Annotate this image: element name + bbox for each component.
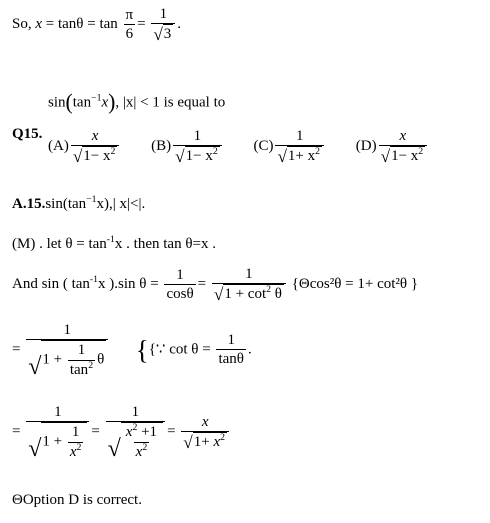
intro-line: So, x = tanθ = tan $\frac{\pi}{6}$ = 1 √ 3 .	[12, 6, 182, 45]
step2-line: = 1 √ 1 + $\frac{1}{x^2}$ = 1 √ $\frac{x^2 +1}{x^2}$ = x √ $1+ x^2$	[12, 404, 231, 461]
intro-mid: = tanθ = tan	[42, 16, 118, 33]
method-line: (M) . let $\theta = \tan^{-1}x$ . then tan θ=x .	[12, 234, 216, 252]
conclusion: ΘOption D is correct.	[12, 492, 142, 508]
intro-prefix: So,	[12, 16, 36, 33]
option-a: (A) x √ $1- x^2$	[48, 128, 121, 166]
option-c: (C) 1 √ $1+ x^2$	[253, 128, 326, 166]
intro-var: x	[35, 16, 43, 33]
and-line: And sin ( $\tan^{-1}x$ ).sin θ = $\frac{1}{\cos\theta}$ = 1 √ $1 + \cot^2 \theta$ {Θcos²θ = 1+ cot²θ }	[12, 266, 419, 305]
one-over-root3: 1 √ 3	[151, 6, 175, 44]
question-text: $\sin(\tan^{-1}x)$, |x| < 1 is equal to	[48, 90, 226, 114]
step1-line: = 1 √ 1 + $\frac{1}{\tan^2}$ θ {{∵ cot θ = $\frac{1}{\tan\theta}$ .	[12, 322, 252, 380]
answer-heading: $A.15.\sin(\tan^{-1}x),|$ x|<|.	[12, 194, 146, 212]
options-row	[48, 128, 429, 166]
option-b: (B) 1 √ $1- x^2$	[151, 128, 224, 166]
option-d: (D) x √ $1- x^2$	[356, 128, 429, 166]
pi-over-six: $\frac{\pi}{6}$	[125, 6, 134, 42]
question-label: Q15.	[12, 126, 43, 142]
